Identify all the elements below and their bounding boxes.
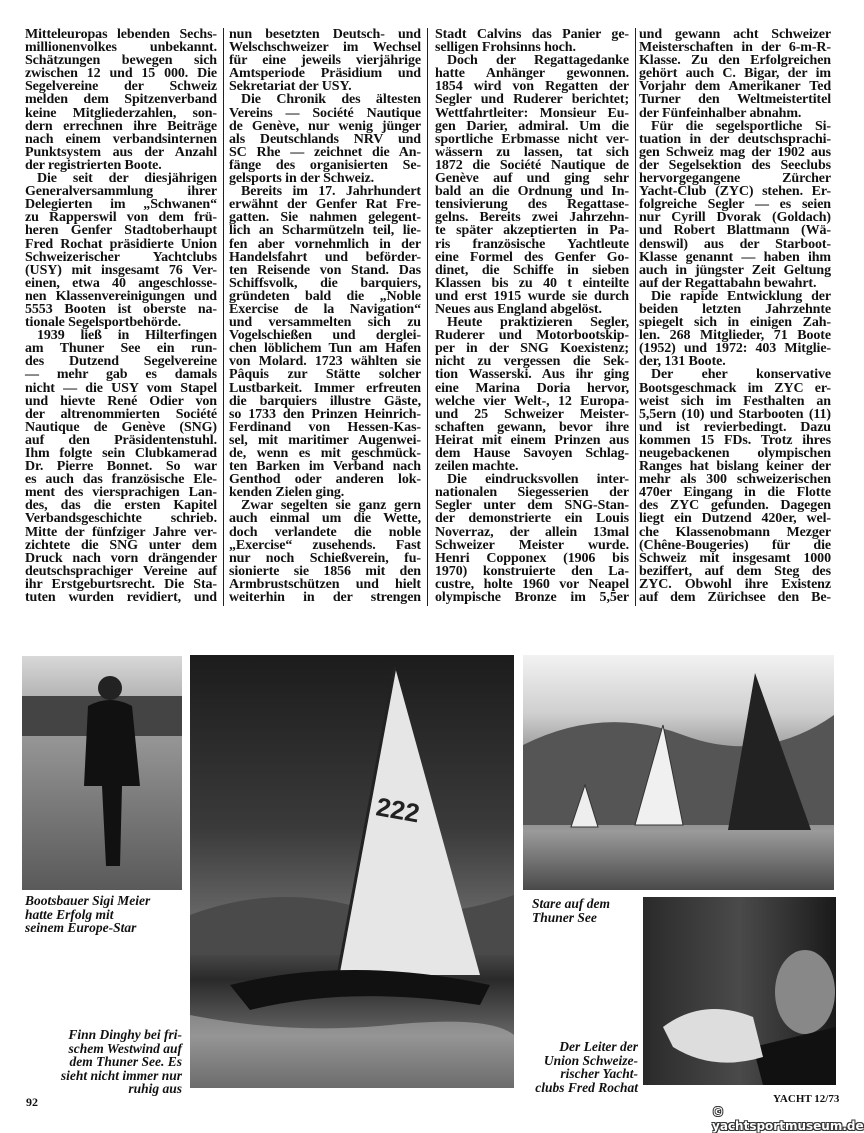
text-line: ihr Erstgeburtsrecht. Die Sta- [25,576,217,592]
text-line: beziffert, auf dem Steg des [639,563,831,579]
caption-fred-rochat [522,1040,638,1094]
paragraph [639,290,831,369]
text-line: liegt ein Dutzend 420er, wel- [639,511,831,527]
paragraph [229,93,421,185]
caption-line: Finn Dinghy bei fri- [68,1027,182,1042]
text-line: fen aber vornehmlich in der [229,236,421,252]
text-line: für eine jeweils vierjährige [229,53,421,69]
text-line: Segelvereine der Schweiz [25,79,217,95]
text-line: nen Klassenvereinigungen und [25,288,217,304]
text-line: wässern zu lassen, tat sich [435,144,629,160]
text-line: weist sich im Festhalten an [639,393,831,409]
text-line: nach einem verbandsinternen [25,131,217,147]
text-line: Heute praktizieren Segler, [447,315,629,331]
text-line: auch einmal um die Wette, [229,511,421,527]
caption-sigi-meier [25,894,185,935]
text-line: Fred Rochat präsidierte Union [25,236,217,252]
caption-line: rischer Yacht- [560,1066,638,1081]
text-line: Yacht-Club (ZYC) stehen. Er- [639,184,831,200]
paragraph [229,185,421,499]
text-line: der Fünfeinhalber abnahm. [639,105,802,121]
text-line: 1872 die Société Nautique de [435,157,629,173]
text-line: (1952) und 1972: 403 Mitglie- [639,341,831,357]
text-line: deutschsprachiger Vereine auf [25,563,217,579]
text-line: und 25 Schweizer Meister- [435,406,629,422]
text-line: Die eindrucksvollen inter- [447,472,629,488]
text-line: es auch das französische Ele- [25,472,217,488]
caption-stare [532,897,642,924]
text-line: sionierte sie 1856 mit den [229,563,421,579]
text-line: heren Genfer Stadtoberhaupt [25,223,217,239]
text-line: gelns. Bereits zwei Jahrzehn- [435,210,629,226]
article-column-3 [435,28,629,604]
sailboat-icon [190,655,514,1088]
text-line: Vereins — Société Nautique [229,105,421,121]
text-line: hatte Anhänger gewonnen. [435,66,629,82]
text-line: Welschschweizer im Wechsel [229,40,421,56]
paragraph [435,473,629,604]
text-line: denswil) aus der Starboot- [639,236,831,252]
caption-line: dem Thuner See. Es [69,1054,182,1069]
paragraph [25,172,217,329]
text-line: — mehr gab es damals [25,367,217,383]
text-line: der demonstrierte ein Louis [435,511,629,527]
text-line: 1854 wird von Regatten der [435,79,629,95]
caption-line: clubs Fred Rochat [535,1079,638,1095]
text-line: keine Mitgliederzahlen, son- [25,105,217,121]
text-line: Heirat mit einem Prinzen aus [435,432,629,448]
text-line: Pâquis zur Stätte solcher [229,367,421,383]
text-line: des Dutzend Segelvereine [25,354,217,370]
text-line: ZYC. Obwohl ihre Existenz [639,576,831,592]
article-column-4 [639,28,831,604]
text-line: beiden letzten Jahrzehnte [639,301,831,317]
text-line: Vorjahr dem Amerikaner Ted [639,79,831,95]
paragraph [229,499,421,604]
text-line: Schweizerischer Yachtclubs [25,249,217,265]
text-line: der registrierten Boote. [25,157,162,173]
text-line: Noverraz, der allein 13mal [435,524,629,540]
text-line: eine Marina Doria hervor, [435,380,629,396]
text-line: (Chêne-Bougeries) für die [639,537,831,553]
text-line: nicht — die USY vom Stapel [25,380,217,396]
text-line: Genève auf und ging sehr [435,171,629,187]
text-line: Segler unter dem SNG-Stan- [435,498,629,514]
caption-line: seinem Europe-Star [25,920,137,935]
text-line: auf den Präsidentenstuhl. [25,432,217,448]
text-line: Genthod oder anderen lok- [229,472,421,488]
text-line: millionenvolkes unbekannt. [25,40,217,56]
text-line: kommen 15 FDs. Trotz ihres [639,432,831,448]
text-line: Generalversammlung ihrer [25,184,217,200]
paragraph [435,54,629,316]
text-line: hervorgegangene Zürcher [639,171,831,187]
text-line: und Robert Blattmann (Wä- [639,223,831,239]
text-line: Ruderer und Motorbootskip- [435,328,629,344]
text-line: 5553 Booten ist oberste na- [25,301,217,317]
text-line: Amtsperiode Präsidium und [229,66,421,82]
text-line: Schweizer Meister wurde. [435,537,629,553]
text-line: 1970) konstruierte den La- [435,563,629,579]
text-line: und erst 1915 wurde sie durch [435,288,629,304]
watermark: © yachtsportmuseum.de [712,1105,864,1133]
text-line: per in der SNG Koexistenz; [435,341,629,357]
text-line: ris französische Yachtleute [435,236,629,252]
text-line: nur noch Schießverein, fu- [229,550,421,566]
article-column-1 [25,28,217,604]
text-line: Die Chronik des ältesten [241,92,421,108]
text-line: der, 131 Boote. [639,354,726,370]
paragraph [25,28,217,172]
text-line: bald an die Ordnung und In- [435,184,629,200]
text-line: sel, mit maritimer Augenwei- [229,432,421,448]
text-line: der altrenommierten Société [25,406,217,422]
text-line: chen löblichem Tun am Hafen [229,341,421,357]
text-line: Lustbarkeit. Immer erfreuten [229,380,421,396]
text-line: lich an Scharmützeln teil, lie- [229,223,421,239]
text-line: zichtete die SNG unter dem [25,537,217,553]
text-line: mehr als 300 schweizerischen [639,472,831,488]
person-figure-icon [22,656,182,890]
text-line: zeilen machte. [435,459,519,475]
text-line: Segler und Ruderer berichtet; [435,92,629,108]
text-line: tensivierung des Regattase- [435,197,629,213]
text-line: Nautique de Genève (SNG) [25,419,217,435]
text-line: Die seit der diesjährigen [37,171,217,187]
text-line: und ist revierbedingt. Dazu [639,419,831,435]
text-line: Delegierten im „Schwanen“ [25,197,217,213]
paragraph [639,28,831,120]
text-line: Schiffsvolk, die barquiers, [229,275,421,291]
text-line: Turner den Weltmeistertitel [639,92,831,108]
text-line: te später akzeptierten in Pa- [435,223,629,239]
text-line: Doch der Regattagedanke [447,53,629,69]
paragraph [639,368,831,604]
column-divider [223,28,224,606]
text-line: Klasse. Zu den Erfolgreichen [639,53,831,69]
text-line: Bootsgeschmack im ZYC er- [639,380,831,396]
caption-line: Union Schweize- [543,1052,638,1068]
text-line: und versammelten sich zu [229,315,421,331]
text-line: (USY) mit insgesamt 76 Ver- [25,262,217,278]
text-line: Zwar segelten sie ganz gern [241,498,421,514]
text-line: so 1733 den Prinzen Heinrich- [229,406,421,422]
column-divider [635,28,636,606]
text-line: Neues aus England abgelöst. [435,301,602,317]
text-line: welche vier Welt-, 12 Europa- [435,393,629,409]
text-line: Klassen bis zu 40 t einteilte [435,275,629,291]
text-line: tuation in der deutschsprachi- [639,131,831,147]
text-line: Exercise de la Navigation“ [229,301,421,317]
caption-line: ruhig aus [128,1081,182,1096]
caption-line: schem Westwind auf [68,1040,182,1056]
text-line: Klasse genannt — haben ihm [639,249,831,265]
text-line: fänge des organisierten Se- [229,157,421,173]
text-line: nationalen Siegesserien der [435,485,629,501]
text-line: von Molard. 1723 wählten sie [229,354,421,370]
text-line: Meisterschaften in der 6-m-R- [639,40,831,56]
paragraph [25,329,217,604]
text-line: Mitte der fünfziger Jahre ver- [25,524,217,540]
text-line: Schweiz mit insgesamt 1000 [639,550,831,566]
text-line: der Segelsektion des Seeclubs [639,157,831,173]
text-line: SC Rhe — zeichnet die An- [229,144,421,160]
text-line: dem Hause Savoyen Schlag- [435,446,629,461]
text-line: Mitteleuropas lebenden Sechs- [25,27,217,42]
text-line: ten Barken im Verband nach [229,459,421,475]
text-line: weiterhin in der strengen [229,590,421,606]
text-line: nun besetzten Deutsch- und [229,27,421,42]
page-number: 92 [26,1095,38,1109]
text-line: kenden Zielen ging. [229,485,345,501]
text-line: eine Formel des Genfer Go- [435,249,629,265]
magazine-issue: YACHT 12/73 [773,1093,840,1105]
paragraph [435,28,629,54]
text-line: len. 268 Mitglieder, 71 Boote [639,328,831,344]
text-line: Ferdinand von Hessen-Kas- [229,419,421,435]
text-line: dern errechnen ihre Beiträge [25,118,217,134]
text-line: tionale Segelsportbehörde. [25,315,182,331]
text-line: de Genève, nur wenig jünger [229,118,421,134]
text-line: Die rapide Entwicklung der [651,288,831,304]
portrait-figure-icon [643,897,836,1085]
text-line: Schätzungen bewegen sich [25,53,217,69]
text-line: 1939 ließ in Hilterfingen [37,328,217,344]
text-line: Sekretariat der USY. [229,79,352,95]
text-line: erwähnt der Genfer Rat Fre- [229,197,421,213]
text-line: auf der Regattabahn bewahrt. [639,275,817,291]
caption-line: sieht nicht immer nur [60,1067,182,1083]
text-line: zwischen 12 und 15 000. Die [25,66,217,82]
text-line: gen Schweiz mag der 1902 aus [639,144,831,160]
text-line: sportliche Erbmasse nicht ver- [435,131,629,147]
text-line: des ZYC gefunden. Dagegen [639,498,831,514]
text-line: olympische Bronze im 5,5er [435,590,629,606]
paragraph [435,316,629,473]
text-line: selligen Frohsinns hoch. [435,40,576,56]
text-line: tuten wurden revidiert, und [25,590,217,606]
text-line: Dr. Pierre Bonnet. So war [25,459,217,475]
text-line: Vogelschießen und derglei- [229,328,421,344]
text-line: einen, etwa 40 angeschlosse- [25,275,217,291]
paragraph [639,120,831,290]
text-line: nicht zu vergessen die Sek- [435,354,629,370]
column-divider [427,28,428,606]
text-line: schaften gewann, bevor ihre [435,419,629,435]
text-line: gen Darier, admiral. Um die [435,118,629,134]
text-line: zu Rapperswil von dem frü- [25,210,217,226]
text-line: Wettfahrtleiter: Monsieur Eu- [435,105,629,121]
text-line: ment des viersprachigen Lan- [25,485,217,501]
text-line: Der eher konservative [651,367,831,383]
text-line: neugebackenen olympischen [639,446,831,461]
text-line: Bereits im 17. Jahrhundert [241,184,421,200]
caption-line: Stare auf dem [532,896,611,911]
text-line: und hievte René Odier von [25,393,217,409]
text-line: folgreiche Segler — es seien [639,197,831,213]
photo-sigi-meier [22,656,182,890]
text-line: Für die segelsportliche Si- [651,118,831,134]
text-line: Ihm folgte sein Clubkamerad [25,446,217,461]
text-line: nur Cyrill Dvorak (Goldach) [639,210,831,226]
text-line: doch verlandete die noble [229,524,421,540]
text-line: melden dem Spitzenverband [25,92,217,108]
text-line: auch in jüngster Zeit Geltung [639,262,831,278]
text-line: „Exercise“ zusehends. Fast [229,537,421,553]
text-line: gründeten bald die „Noble [229,288,421,304]
text-line: dinet, die Schiffe in sieben [435,262,629,278]
text-line: de, wenn es mit geschmück- [229,446,421,461]
text-line: gelsports in der Schweiz. [229,171,375,187]
text-line: Ranges hat bislang keiner der [639,459,831,475]
article-column-2 [229,28,421,604]
sailboats-icon [523,655,834,890]
svg-text:222: 222 [373,791,422,829]
text-line: als Deutschlands NRV und [229,131,421,147]
text-line: che Klassenobmann Mezger [639,524,831,540]
text-line: die barquiers illustre Gäste, [229,393,421,409]
caption-line: hatte Erfolg mit [25,906,114,922]
text-line: Punktsystem aus der Anzahl [25,144,217,160]
photo-fred-rochat [643,897,836,1085]
text-line: 470er Eingang in die Flotte [639,485,831,501]
text-line: gatten. Sie nahmen gelegent- [229,210,421,226]
photo-stare-thuner-see [523,655,834,890]
text-line: custre, holte 1960 vor Neapel [435,576,629,592]
text-line: Armbrustschützen und hielt [229,576,421,592]
paragraph [229,28,421,93]
text-line: ten Reisende von Stand. Das [229,262,421,278]
text-line: und gewann acht Schweizer [639,27,831,42]
caption-finn-dinghy [20,1028,182,1096]
text-line: auf dem Zürichsee den Be- [639,590,831,606]
text-line: spiegelt sich in einigen Zah- [639,315,831,331]
text-line: 5,5ern (10) und Starbooten (11) [639,406,831,422]
text-line: Handelsfahrt und beförder- [229,249,421,265]
text-line: gehört auch C. Bigar, der im [639,66,831,82]
text-line: tion Wasserski. Aus ihr ging [435,367,629,383]
text-line: am Thuner See ein run- [25,341,217,357]
caption-line: Thuner See [532,909,597,925]
text-line: des, das die ersten Kapitel [25,498,217,514]
caption-line: Der Leiter der [559,1039,638,1054]
text-line: Henri Copponex (1906 bis [435,550,629,566]
photo-finn-dinghy [190,655,514,1088]
text-line: Druck nach vorn drängender [25,550,217,566]
text-line: Verbandsgeschichte schrieb. [25,511,217,527]
caption-line: Bootsbauer Sigi Meier [25,893,151,908]
text-line: Stadt Calvins das Panier ge- [435,27,629,42]
